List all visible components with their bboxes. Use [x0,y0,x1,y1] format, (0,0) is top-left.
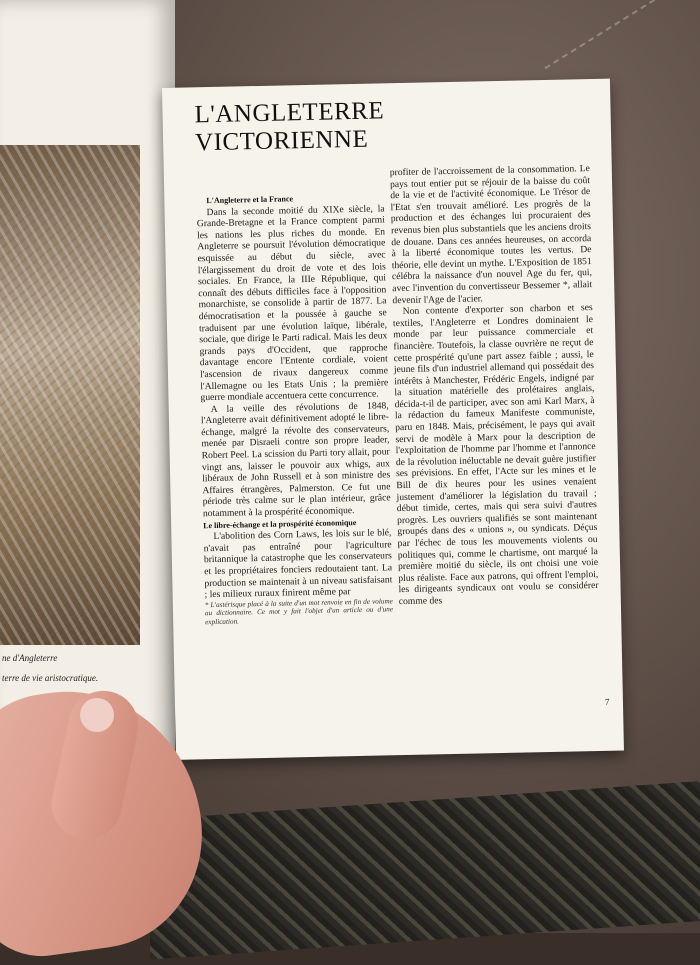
paragraph: A la veille des révolutions de 1848, l'Angleterre avait définitivement adopté le libre-échange, malgré la révolte des conservateurs, menée par Disraeli contre son propre leader, Robert Peel. La scission du Parti tory allait, pour vingt ans, laisser le pouvoir aux whigs, aux libéraux de John Russell et à son ministre des Affaires étrangères, Palmerston. Ce fut une période très calme sur le plan intérieur, grâce notamment à la prospérité économique. [200,400,391,520]
paragraph: L'abolition des Corn Laws, les lois sur le blé, n'avait pas entraîné pour l'agriculture britannique la catastrophe que les conservateurs et les propriétaires fonciers redoutaient tant. La production se maintenait à un niveau satisfaisant ; les milieux ruraux finirent même par [203,527,393,601]
section-heading: L'Angleterre et la France [206,194,294,206]
left-page [0,0,175,780]
section-heading: Le libre-échange et la prospérité économique [203,517,357,530]
lace-photograph [0,145,140,645]
text-column-left [196,191,393,626]
right-page [162,79,624,760]
paragraph: Non contente d'exporter son charbon et ses textiles, l'Angleterre et Londres dominaient le monde par leur puissance commerciale et financière. Toutefois, la classe ouvrière ne reçut de cette prospérité qu'une part assez faible ; aussi, le jeune fils d'un industriel allemand qui possédait des intérêts à Manchester, Frédéric Engels, indigné par la situation matérielle des prolétaires anglais, décida-t-il de participer, avec son ami Karl Marx, à la rédaction du fameux Manifeste communiste, paru en 1848. Mais, précisément, le pays qui avait servi de modèle à Marx pour la description de l'exploitation de l'homme par l'homme et l'annonce de la révolution inéluctable ne devait guère justifier ses prévisions. En effet, l'Acte sur les mines et le Bill de dix heures pour les usines venaient justement d'améliorer la législation du travail ; début timide, certes, mais qui sera suivi d'autres progrès. Les ouvriers qualifiés se sont maintenant groupés dans des « unions », ou syndicats. Déçus par l'échec de tous les mouvements violents ou politiques qui, comme le chartisme, ont marqué la première moitié du siècle, ils ont choisi une voie plus réaliste. Face aux patrons, qui offrent l'emploi, les dirigeants syndicaux ont voulu se considérer comme des [392,302,599,608]
title-line-1: L'ANGLETERRE [194,97,385,129]
title-line-2: VICTORIENNE [194,125,369,157]
paragraph: Dans la seconde moitié du XIXe siècle, la Grande-Bretagne et la France comptent parmi les nations les plus riches du monde. En Angleterre se poursuit l'évolution démocratique esquissée au début du siècle, avec l'élargissement du droit de vote et des lois sociales. En France, la IIIe République, qui connaît des débuts difficiles face à l'opposition monarchiste, se consolide à partir de 1877. La démocratisation et la poussée à gauche se traduisent par une évolution laïque, libérale, sociale, que dirige le Parti radical. Mais les deux grands pays d'Occident, que rapproche davantage encore l'Entente cordiale, voient l'ascension de rivaux dangereux comme l'Allemagne ou les Etats Unis ; la première guerre mondiale accentuera cette concurrence. [196,202,389,404]
text-column-right [390,163,599,608]
photo-caption-2: terre de vie aristocratique. [2,673,99,683]
page-number: 7 [604,696,610,707]
paragraph: profiter de l'accroissement de la consommation. Le pays tout entier put se réjouir de la baisse du coût de la vie et de l'activité économique. Le Trésor de l'Etat s'en trouvait amélioré. Les progrès de la production et des échanges lui procuraient des revenus bien plus substantiels que les anciens droits de douane. Dans ces années heureuses, on accorda à la liberté économique toutes les vertus. De théorie, elle devint un mythe. L'Exposition de 1851 célébra la naissance d'un nouvel Age du fer, qui, avec l'invention du convertisseur Bessemer *, allait devenir l'Age de l'acier. [389,163,593,306]
page-title [194,97,385,157]
thumbnail [80,698,114,732]
photo-caption-1: ne d'Angleterre [2,653,58,663]
footnote: * L'astérisque placé à la suite d'un mot renvoie en fin de volume au dictionnaire. Ce mot y fait l'objet d'un article ou d'une explication. [204,597,394,627]
